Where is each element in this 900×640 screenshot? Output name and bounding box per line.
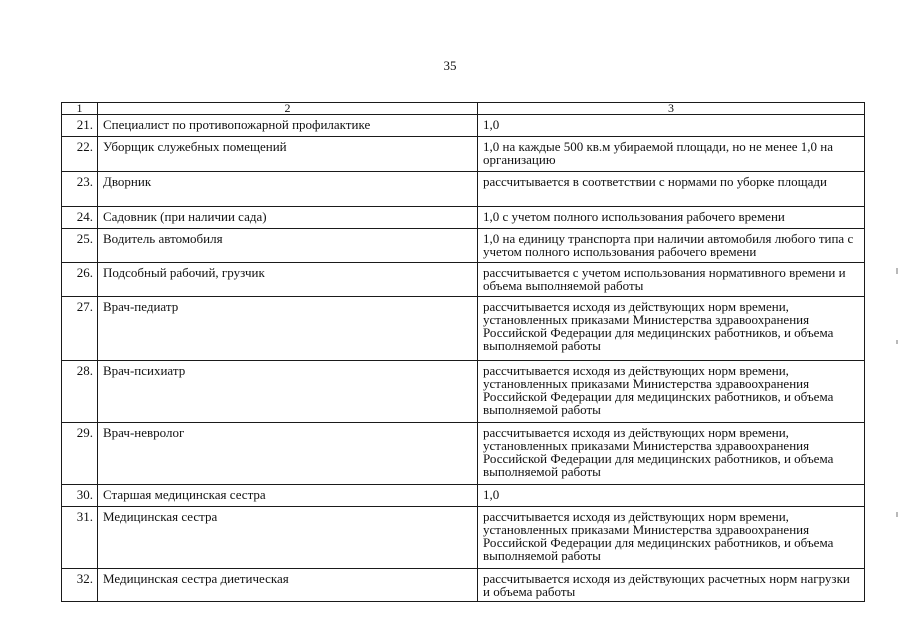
row-number: 28. [62, 361, 98, 423]
table-row [62, 263, 865, 297]
row-norm: 1,0 [478, 485, 865, 507]
row-number: 26. [62, 263, 98, 297]
table-row [62, 361, 865, 423]
table-row [62, 297, 865, 361]
row-position: Специалист по противопожарной профилактике [98, 115, 478, 137]
row-position: Врач-педиатр [98, 297, 478, 361]
row-position: Дворник [98, 172, 478, 207]
table-row [62, 115, 865, 137]
row-norm: 1,0 с учетом полного использования рабочего времени [478, 207, 865, 229]
row-norm: рассчитывается исходя из действующих норм времени, установленных приказами Министерства здравоохранения Российской Федерации для медицинских работников, и объема выполняемой работы [478, 297, 865, 361]
staffing-norms-table [61, 102, 865, 602]
scan-edge-mark [896, 340, 898, 344]
row-norm: рассчитывается исходя из действующих норм времени, установленных приказами Министерства здравоохранения Российской Федерации для медицинских работников, и объема выполняемой работы [478, 423, 865, 485]
row-number: 30. [62, 485, 98, 507]
table-row [62, 485, 865, 507]
row-position: Врач-психиатр [98, 361, 478, 423]
row-norm: рассчитывается исходя из действующих норм времени, установленных приказами Министерства здравоохранения Российской Федерации для медицинских работников, и объема выполняемой работы [478, 361, 865, 423]
row-norm: рассчитывается с учетом использования нормативного времени и объема выполняемой работы [478, 263, 865, 297]
row-number: 22. [62, 137, 98, 172]
row-norm: рассчитывается в соответствии с нормами по уборке площади [478, 172, 865, 207]
row-norm: рассчитывается исходя из действующих норм времени, установленных приказами Министерства здравоохранения Российской Федерации для медицинских работников, и объема выполняемой работы [478, 507, 865, 569]
row-number: 27. [62, 297, 98, 361]
row-number: 29. [62, 423, 98, 485]
table-row [62, 172, 865, 207]
row-position: Садовник (при наличии сада) [98, 207, 478, 229]
row-norm: рассчитывается исходя из действующих расчетных норм нагрузки и объема работы [478, 569, 865, 602]
table-row [62, 207, 865, 229]
scan-edge-mark [896, 268, 898, 274]
row-position: Медицинская сестра диетическая [98, 569, 478, 602]
table-row [62, 137, 865, 172]
table-row [62, 507, 865, 569]
page-number: 35 [443, 58, 457, 73]
row-number: 32. [62, 569, 98, 602]
table-row [62, 569, 865, 602]
row-position: Медицинская сестра [98, 507, 478, 569]
column-header-number: 1 [62, 103, 98, 115]
row-norm: 1,0 на единицу транспорта при наличии автомобиля любого типа с учетом полного использования рабочего времени [478, 229, 865, 263]
table-header-row [62, 103, 865, 115]
row-number: 31. [62, 507, 98, 569]
column-header-norm: 3 [478, 103, 865, 115]
row-norm: 1,0 на каждые 500 кв.м убираемой площади, но не менее 1,0 на организацию [478, 137, 865, 172]
column-header-position: 2 [98, 103, 478, 115]
scan-edge-mark [896, 512, 898, 517]
table-row [62, 229, 865, 263]
row-position: Подсобный рабочий, грузчик [98, 263, 478, 297]
row-norm: 1,0 [478, 115, 865, 137]
row-number: 24. [62, 207, 98, 229]
row-position: Врач-невролог [98, 423, 478, 485]
row-number: 23. [62, 172, 98, 207]
row-position: Старшая медицинская сестра [98, 485, 478, 507]
row-position: Водитель автомобиля [98, 229, 478, 263]
table-row [62, 423, 865, 485]
row-number: 25. [62, 229, 98, 263]
row-number: 21. [62, 115, 98, 137]
row-position: Уборщик служебных помещений [98, 137, 478, 172]
